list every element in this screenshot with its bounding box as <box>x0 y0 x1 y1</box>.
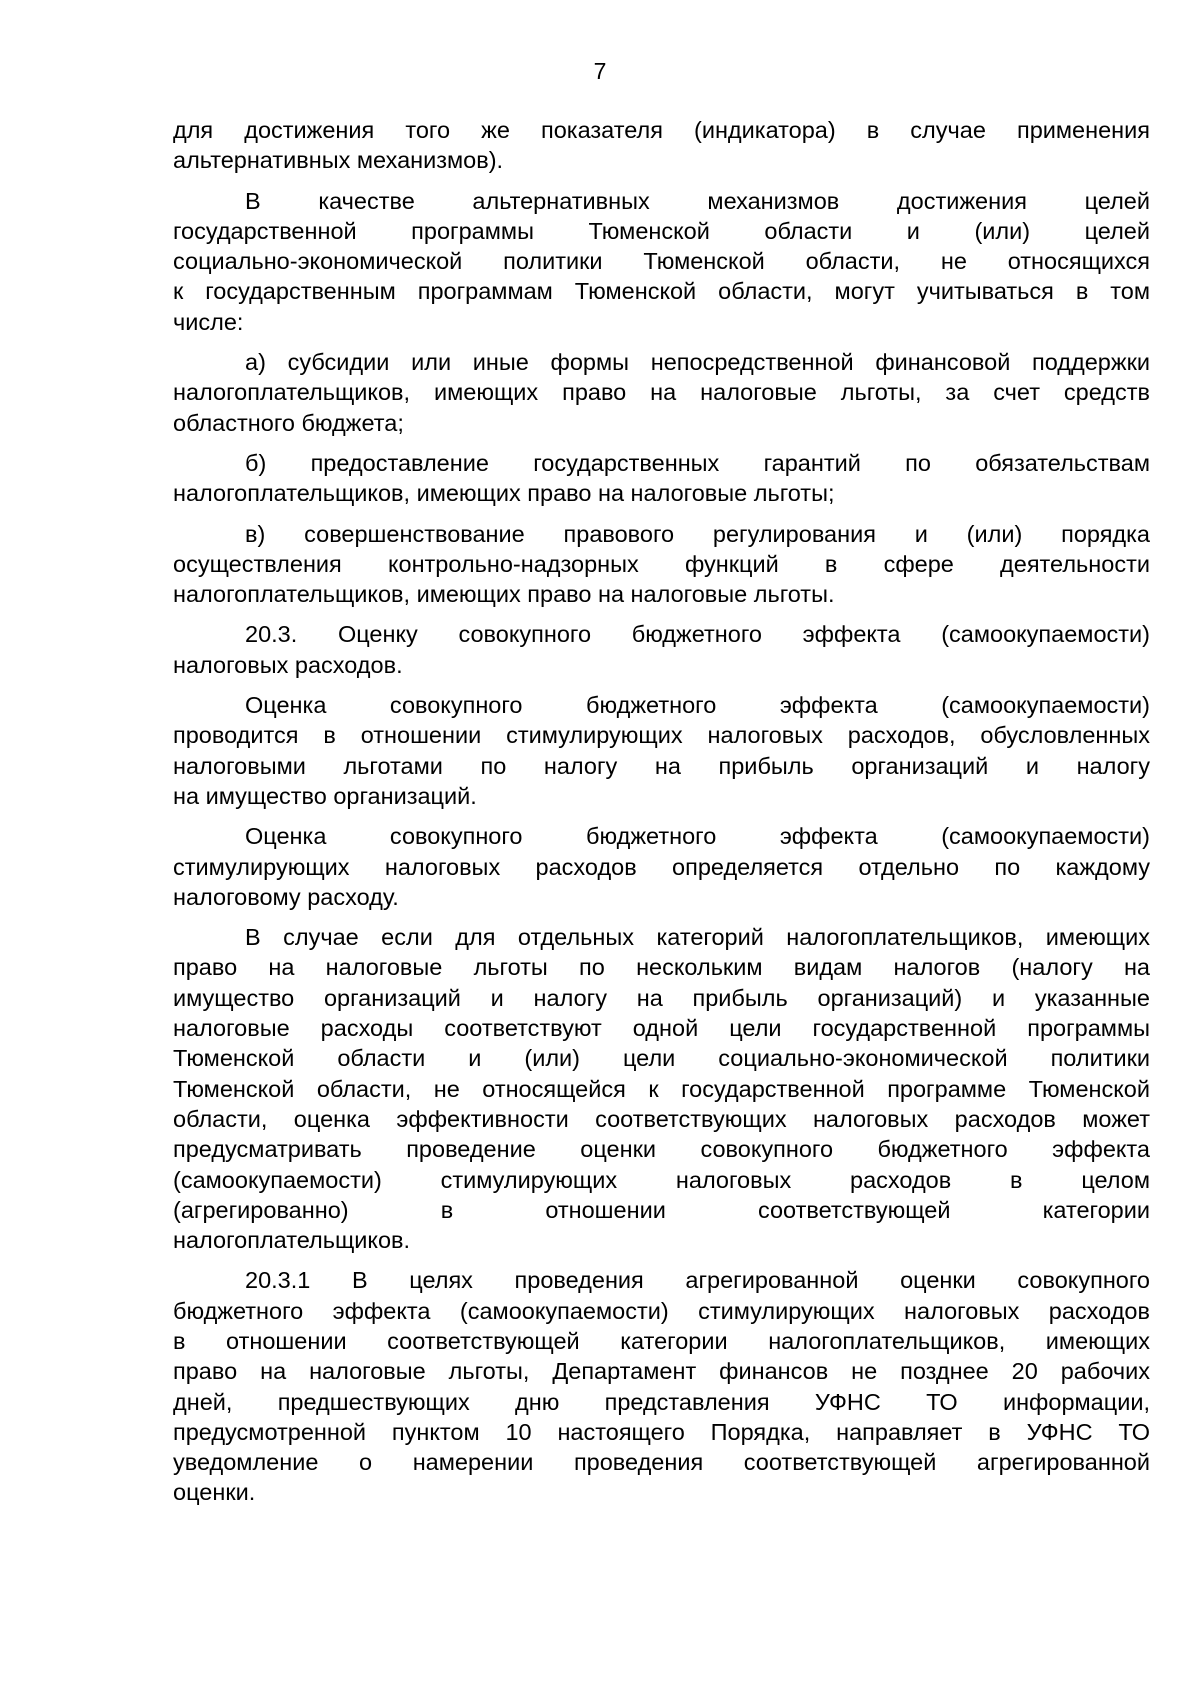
text-line: б) предоставление государственных гарантий по обязательствам <box>245 449 1150 476</box>
text-line: Тюменской области и (или) цели социально-экономической политики <box>173 1045 1150 1072</box>
text-line: числе: <box>173 308 244 335</box>
text-line: Оценка совокупного бюджетного эффекта (самоокупаемости) <box>245 692 1150 719</box>
paragraph <box>173 347 1150 438</box>
text-line: налогоплательщиков, имеющих право на налоговые льготы. <box>173 581 835 608</box>
page-number: 7 <box>593 58 607 84</box>
text-line: налоговых расходов. <box>173 651 403 678</box>
text-line: в) совершенствование правового регулирования и (или) порядка <box>245 520 1150 547</box>
text-line: право на налоговые льготы по нескольким видам налогов (налогу на <box>173 954 1150 981</box>
text-line: 20.3. Оценку совокупного бюджетного эффекта (самоокупаемости) <box>245 621 1150 648</box>
text-line: налоговому расходу. <box>173 883 399 910</box>
text-line: дней, предшествующих дню представления УФНС ТО информации, <box>173 1388 1150 1415</box>
text-line: имущество организаций и налогу на прибыль организаций) и указанные <box>173 984 1150 1011</box>
text-line: области, оценка эффективности соответствующих налоговых расходов может <box>173 1105 1150 1132</box>
text-line: проводится в отношении стимулирующих налоговых расходов, обусловленных <box>173 722 1150 749</box>
text-line: В случае если для отдельных категорий налогоплательщиков, имеющих <box>245 924 1150 951</box>
text-line: налогоплательщиков, имеющих право на налоговые льготы, за счет средств <box>173 379 1150 406</box>
text-line: на имущество организаций. <box>173 782 477 809</box>
text-line: право на налоговые льготы, Департамент финансов не позднее 20 рабочих <box>173 1358 1150 1385</box>
paragraph <box>173 186 1150 337</box>
paragraph <box>173 922 1150 1255</box>
text-line: В качестве альтернативных механизмов достижения целей <box>245 187 1150 214</box>
text-line: социально-экономической политики Тюменской области, не относящихся <box>173 248 1150 275</box>
text-line: в отношении соответствующей категории налогоплательщиков, имеющих <box>173 1327 1150 1354</box>
text-line: государственной программы Тюменской области и (или) целей <box>173 217 1150 244</box>
paragraph <box>173 115 1150 176</box>
paragraph <box>173 619 1150 680</box>
text-line: налоговые расходы соответствуют одной цели государственной программы <box>173 1015 1150 1042</box>
paragraph <box>173 1265 1150 1507</box>
text-line: к государственным программам Тюменской области, могут учитываться в том <box>173 278 1150 305</box>
text-line: уведомление о намерении проведения соответствующей агрегированной <box>173 1449 1150 1476</box>
text-line: бюджетного эффекта (самоокупаемости) стимулирующих налоговых расходов <box>173 1297 1150 1324</box>
text-line: предусматривать проведение оценки совокупного бюджетного эффекта <box>173 1136 1150 1163</box>
text-line: для достижения того же показателя (индикатора) в случае применения <box>173 117 1150 143</box>
paragraph <box>173 690 1150 811</box>
text-line: налогоплательщиков, имеющих право на налоговые льготы; <box>173 480 835 507</box>
text-line: налоговыми льготами по налогу на прибыль организаций и налогу <box>173 752 1150 779</box>
text-line: осуществления контрольно-надзорных функций в сфере деятельности <box>173 550 1150 577</box>
text-line: предусмотренной пунктом 10 настоящего Порядка, направляет в УФНС ТО <box>173 1418 1150 1445</box>
paragraph <box>173 448 1150 509</box>
text-line: (агрегированно) в отношении соответствующей категории <box>173 1196 1150 1223</box>
paragraph <box>173 519 1150 610</box>
text-line: областного бюджета; <box>173 409 404 436</box>
document-body <box>173 115 1150 1518</box>
paragraph <box>173 821 1150 912</box>
text-line: альтернативных механизмов). <box>173 147 504 174</box>
text-line: а) субсидии или иные формы непосредственной финансовой поддержки <box>245 349 1150 376</box>
text-line: стимулирующих налоговых расходов определяется отдельно по каждому <box>173 853 1150 880</box>
text-line: налогоплательщиков. <box>173 1227 411 1254</box>
text-line: оценки. <box>173 1479 256 1506</box>
text-line: 20.3.1 В целях проведения агрегированной оценки совокупного <box>245 1267 1150 1294</box>
text-line: Оценка совокупного бюджетного эффекта (самоокупаемости) <box>245 823 1150 850</box>
text-line: (самоокупаемости) стимулирующих налоговых расходов в целом <box>173 1166 1150 1193</box>
text-line: Тюменской области, не относящейся к государственной программе Тюменской <box>173 1075 1150 1102</box>
